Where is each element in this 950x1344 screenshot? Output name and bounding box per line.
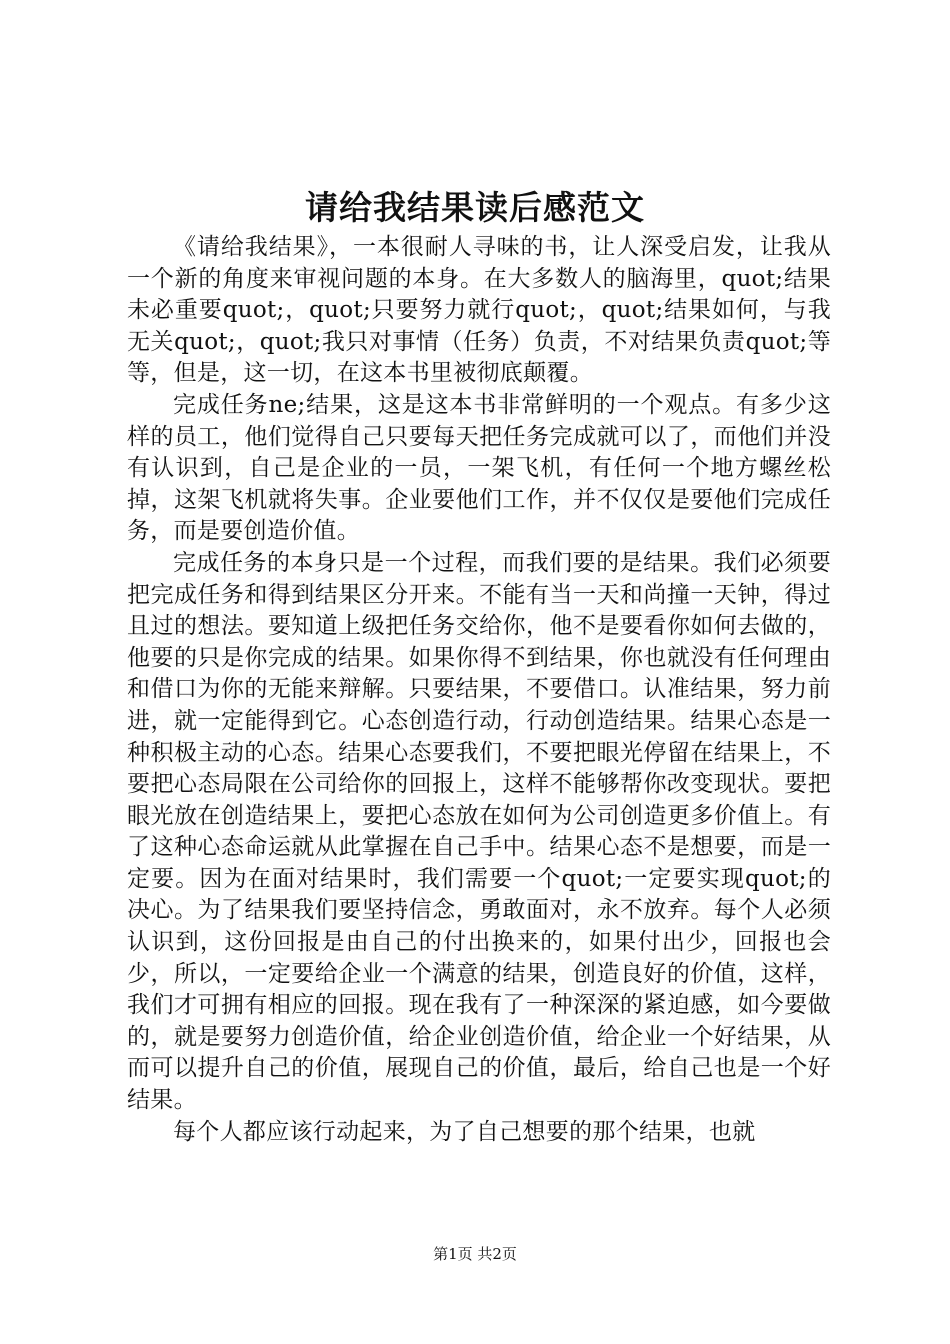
page-number-footer: 第1页 共2页 [433,1245,517,1263]
paragraph-4: 每个人都应该行动起来，为了自己想要的那个结果，也就 [173,1118,756,1145]
document-body [127,232,831,1148]
paragraph-2: 完成任务ne;结果，这是这本书非常鲜明的一个观点。有多少这样的员工，他们觉得自己只要每天把任务完成就可以了，而他们并没有认识到，自己是企业的一员，一架飞机，有任何一个地方螺丝松掉，这架飞机就将失事。企业要他们工作，并不仅仅是要他们完成任务，而是要创造价值。 [127,391,831,545]
paragraph-1: 《请给我结果》，一本很耐人寻味的书，让人深受启发，让我从一个新的角度来审视问题的本身。在大多数人的脑海里，quot;结果未必重要quot;，quot;只要努力就行quot;，quot;结果如何，与我无关quot;，quot;我只对事情（任务）负责，不对结果负责quot;等等，但是，这一切，在这本书里被彻底颠覆。 [127,234,831,387]
document-title: 请给我结果读后感范文 [305,188,645,227]
paragraph-3: 完成任务的本身只是一个过程，而我们要的是结果。我们必须要把完成任务和得到结果区分开来。不能有当一天和尚撞一天钟，得过且过的想法。要知道上级把任务交给你，他不是要看你如何去做的，他要的只是你完成的结果。如果你得不到结果，你也就没有任何理由和借口为你的无能来辩解。只要结果，不要借口。认准结果，努力前进，就一定能得到它。心态创造行动，行动创造结果。结果心态是一种积极主动的心态。结果心态要我们，不要把眼光停留在结果上，不要把心态局限在公司给你的回报上，这样不能够帮你改变现状。要把眼光放在创造结果上，要把心态放在如何为公司创造更多价值上。有了这种心态命运就从此掌握在自己手中。结果心态不是想要，而是一定要。因为在面对结果时，我们需要一个quot;一定要实现quot;的决心。为了结果我们要坚持信念，勇敢面对，永不放弃。每个人必须认识到，这份回报是由自己的付出换来的，如果付出少，回报也会少，所以，一定要给企业一个满意的结果，创造良好的价值，这样，我们才可拥有相应的回报。现在我有了一种深深的紧迫感，如今要做的，就是要努力创造价值，给企业创造价值，给企业一个好结果，从而可以提升自己的价值，展现自己的价值，最后，给自己也是一个好结果。 [127,549,831,1114]
